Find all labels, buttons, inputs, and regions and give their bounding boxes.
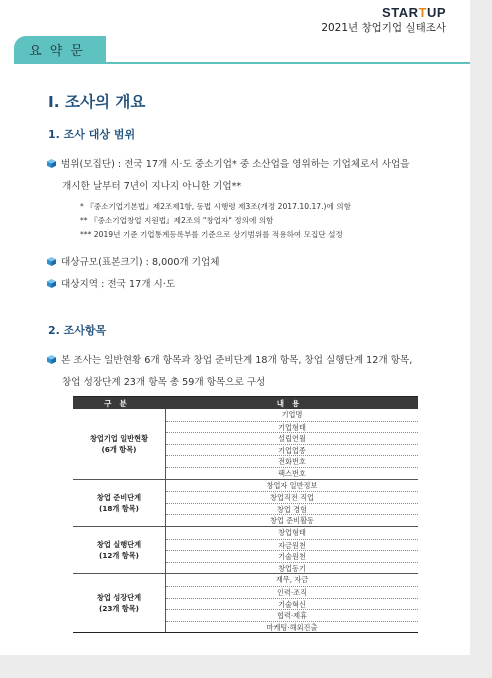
cube-bullet-icon	[47, 257, 56, 266]
logo-accent-text: T	[418, 5, 427, 20]
group-count: (12개 항목)	[99, 551, 139, 561]
group-name: 창업 성장단계	[96, 593, 142, 603]
bullet-scope-cont: 개시한 날부터 7년이 지나지 아니한 기업**	[62, 181, 242, 192]
bullet-sample-size	[47, 253, 220, 273]
group-items	[166, 480, 418, 526]
header-content: 내용	[276, 398, 308, 408]
group-count: (23개 항목)	[99, 604, 139, 614]
subsection-title-scope: 1. 조사 대상 범위	[48, 128, 136, 141]
table-row: 창업 준비활동	[166, 514, 418, 526]
group-count: (6개 항목)	[101, 444, 137, 454]
group-label	[73, 574, 166, 632]
footnote-1: * 『중소기업기본법』제2조제1항, 동법 시행령 제3조(개정 2017.10.17.)에 의함	[80, 202, 351, 211]
group-name: 창업 준비단계	[96, 492, 142, 502]
group-name: 창업 실행단계	[96, 540, 142, 550]
summary-tab: 요약문	[14, 36, 106, 62]
footnote-2: ** 『중소기업창업 지원법』제2조의 "창업자" 정의에 의함	[80, 216, 274, 225]
table-group	[73, 409, 418, 479]
table-row: 기업명	[281, 410, 303, 419]
table-row: 자금원천	[166, 539, 418, 551]
table-row: 기업형태	[166, 421, 418, 433]
table-body	[73, 409, 418, 632]
survey-title: 2021년 창업기업 실태조사	[321, 22, 446, 34]
group-items	[166, 527, 418, 573]
bullet-text: 본 조사는 일반현황 6개 항목과 창업 준비단계 18개 항목, 창업 실행단계 12개 항목,	[61, 355, 413, 366]
table-group	[73, 479, 418, 526]
startup-logo	[382, 5, 446, 20]
table-row: 협력·제휴	[166, 609, 418, 621]
table-row: 재무, 자금	[275, 575, 309, 585]
table-row: 기업업종	[166, 444, 418, 456]
bullet-items	[47, 351, 412, 371]
bullet-items-cont: 창업 성장단계 23개 항목 총 59개 항목으로 구성	[62, 377, 266, 388]
table-row: 창업동기	[166, 562, 418, 574]
table-header	[73, 397, 418, 409]
table-row: 팩스번호	[166, 467, 418, 479]
bullet-text: 범위(모집단) : 전국 17개 시·도 중소기업* 중 소산업을 영위하는 기업체로서 사업을	[61, 159, 410, 170]
table-row: 창업형태	[278, 527, 306, 537]
table-group	[73, 526, 418, 573]
group-items	[166, 409, 418, 479]
subsection-title-items: 2. 조사항목	[48, 324, 107, 337]
cube-bullet-icon	[47, 279, 56, 288]
group-count: (18개 항목)	[99, 503, 139, 513]
table-row: 기술혁신	[166, 598, 418, 610]
group-name: 창업기업 일반현황	[89, 433, 149, 443]
cube-bullet-icon	[47, 159, 56, 168]
table-row: 인력·조직	[166, 586, 418, 598]
table-row: 창업 경험	[166, 503, 418, 515]
bullet-region	[47, 275, 175, 295]
survey-items-table	[73, 396, 418, 633]
group-label	[73, 480, 166, 526]
table-row: 설립연월	[166, 432, 418, 444]
group-label	[73, 409, 166, 479]
logo-end-text: UP	[426, 5, 446, 20]
header-category: 구분	[104, 398, 135, 408]
bullet-scope	[47, 155, 410, 175]
table-group	[73, 573, 418, 632]
table-row: 기술원천	[166, 550, 418, 562]
group-items	[166, 574, 418, 632]
summary-divider	[14, 62, 470, 64]
table-row: 마케팅·해외진출	[166, 621, 418, 633]
table-row: 전화번호	[166, 455, 418, 467]
logo-text: STAR	[382, 5, 419, 20]
footnote-3: *** 2019년 기준 기업통계등록부를 기준으로 상기범위를 적용하여 모집단 설정	[80, 230, 343, 239]
table-row: 창업자 일반정보	[266, 480, 318, 490]
section-title: Ⅰ. 조사의 개요	[48, 93, 146, 111]
group-label	[73, 527, 166, 573]
cube-bullet-icon	[47, 355, 56, 364]
bullet-text: 대상규모(표본크기) : 8,000개 기업체	[61, 257, 220, 268]
bullet-text: 대상지역 : 전국 17개 시·도	[61, 279, 176, 290]
table-row: 창업직전 직업	[166, 491, 418, 503]
